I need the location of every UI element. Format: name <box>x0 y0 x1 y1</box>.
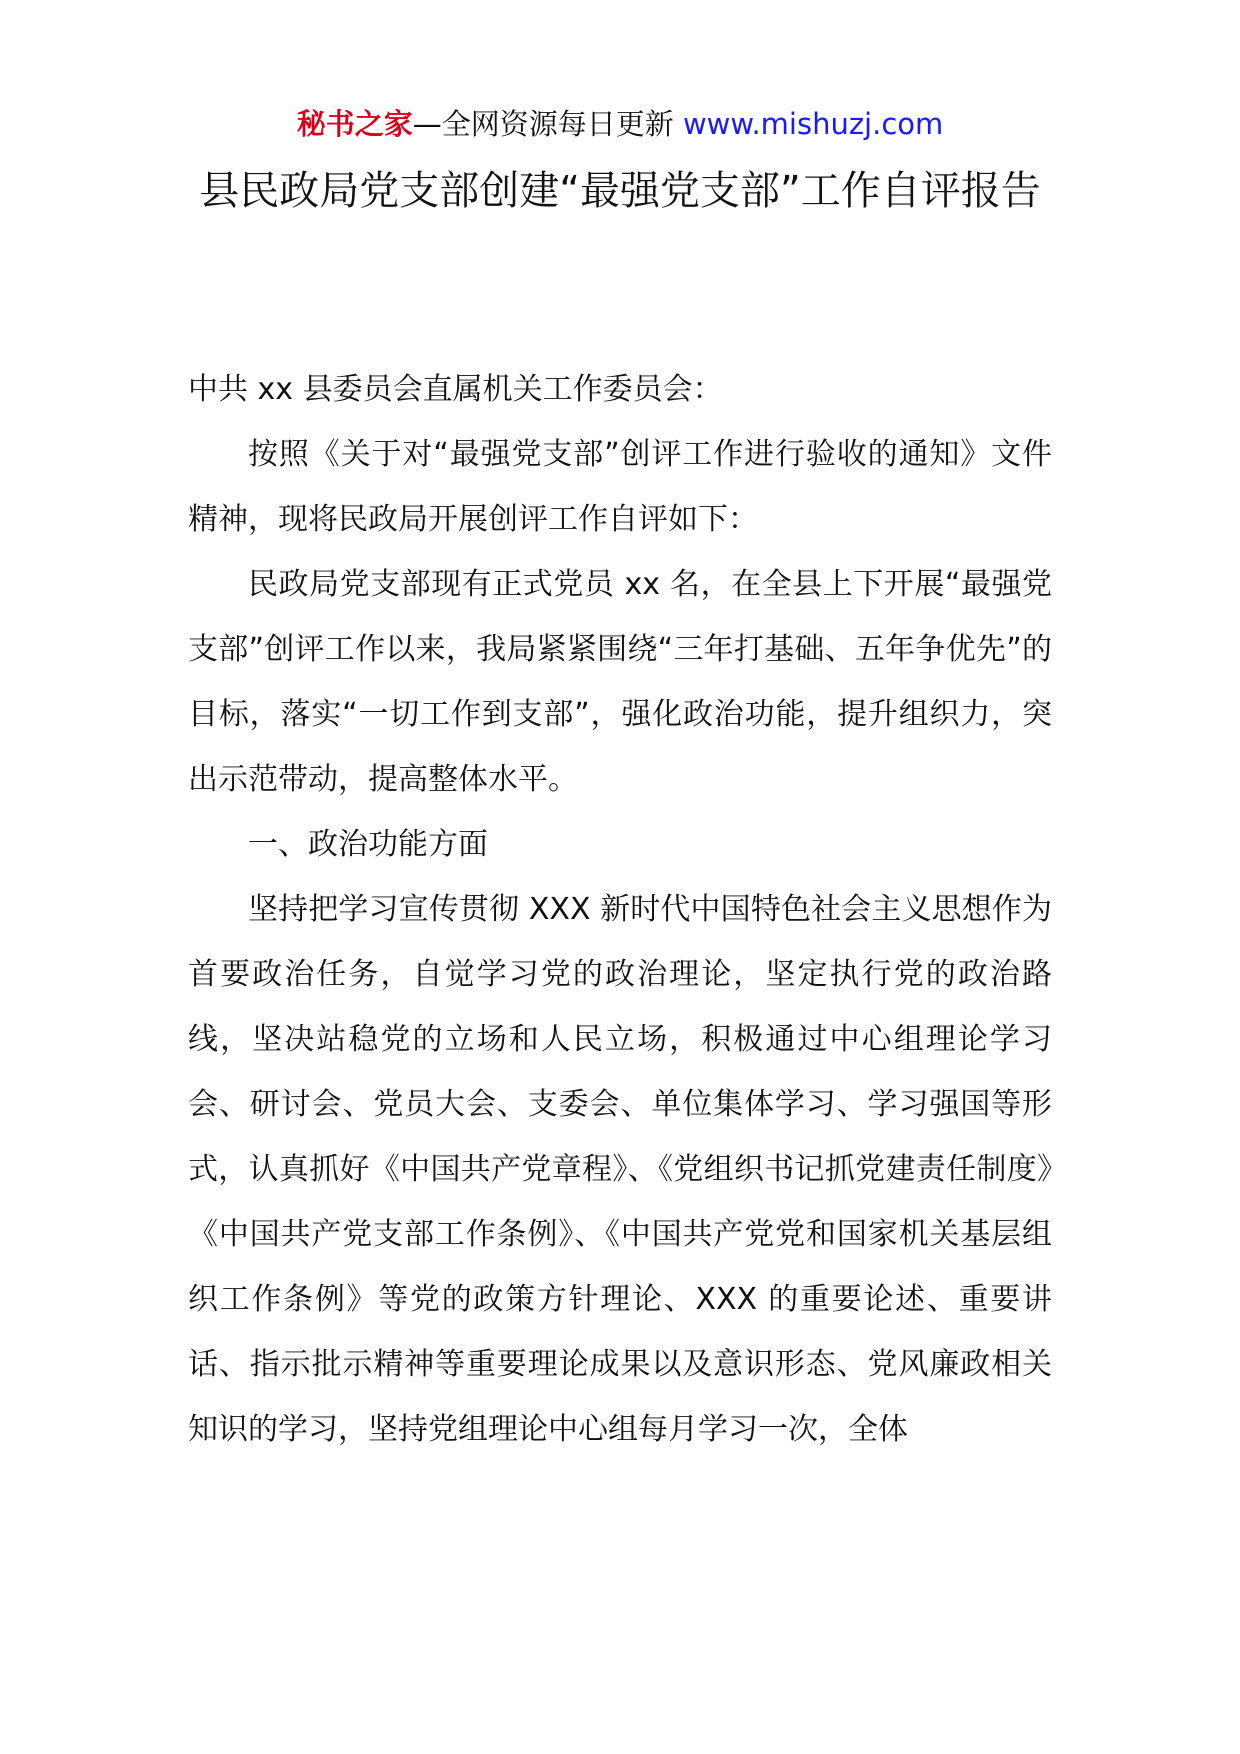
paragraph: 民政局党支部现有正式党员 xx 名，在全县上下开展“最强党支部”创评工作以来，我局紧紧围绕“三年打基础、五年争优先”的目标，落实“一切工作到支部”，强化政治功能，提升组织力，突出示范带动，提高整体水平。 <box>188 567 1052 797</box>
document-title: 县民政局党支部创建“最强党支部”工作自评报告 <box>199 168 1041 214</box>
brand-name: 秘书之家 <box>296 107 413 141</box>
paragraph: 坚持把学习宣传贯彻 XXX 新时代中国特色社会主义思想作为首要政治任务，自觉学习党的政治理论，坚定执行党的政治路线，坚决站稳党的立场和人民立场，积极通过中心组理论学习会、研讨会、党员大会、支委会、单位集体学习、学习强国等形式，认真抓好《中国共产党章程》、《党组织书记抓党建责任制度》《中国共产党支部工作条例》、《中国共产党党和国家机关基层组织工作条例》等党的政策方针理论、XXX 的重要论述、重要讲话、指示批示精神等重要理论成果以及意识形态、党风廉政相关知识的学习，坚持党组理论中心组每月学习一次，全体 <box>188 892 1052 1447</box>
header-tagline: —全网资源每日更新 <box>412 107 674 141</box>
paragraph: 按照《关于对“最强党支部”创评工作进行验收的通知》文件精神，现将民政局开展创评工作自评如下： <box>188 437 1052 537</box>
salutation: 中共 xx 县委员会直属机关工作委员会： <box>188 372 723 407</box>
site-header <box>0 98 1240 150</box>
document-body <box>188 357 1052 1462</box>
section-heading: 一、政治功能方面 <box>248 827 488 862</box>
site-url-link[interactable]: www.mishuzj.com <box>682 107 944 141</box>
